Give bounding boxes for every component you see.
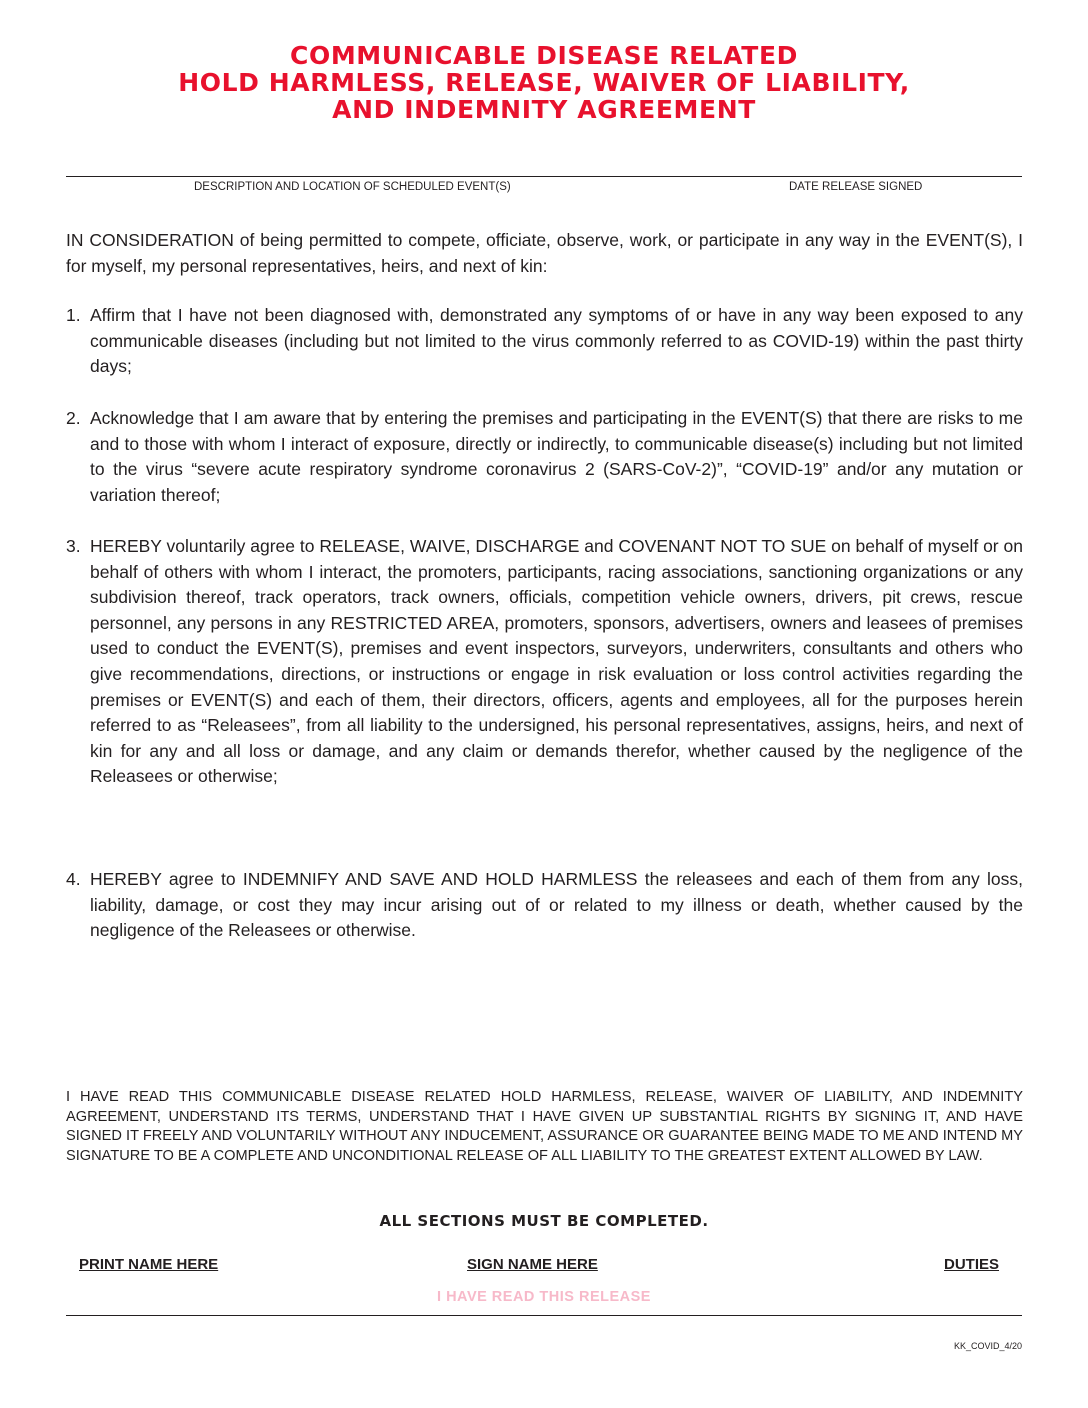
clause-number: 2. xyxy=(66,408,81,428)
sign-name-header: SIGN NAME HERE xyxy=(467,1256,598,1273)
clause-4 xyxy=(66,867,1023,944)
print-name-header: PRINT NAME HERE xyxy=(79,1256,219,1273)
title-line-1: COMMUNICABLE DISEASE RELATED xyxy=(290,41,798,70)
clause-text: Affirm that I have not been diagnosed with, demonstrated any symptoms of or have in any way been exposed to any communicable diseases (including but not limited to the virus commonly referred to as COVID-19) within the past thirty days; xyxy=(90,305,1023,377)
date-signed-label: DATE RELEASE SIGNED xyxy=(789,181,923,193)
title-line-3: AND INDEMNITY AGREEMENT xyxy=(332,95,756,124)
clause-text: Acknowledge that I am aware that by entering the premises and participating in the EVENT(S) that there are risks to me and to those with whom I interact of exposure, directly or indirectly, to communicable disease(s) including but not limited to the virus “severe acute respiratory syndrome coronavirus 2 (SARS-CoV-2)”, “COVID-19” and/or any mutation or variation thereof; xyxy=(90,408,1023,505)
all-sections-notice: ALL SECTIONS MUST BE COMPLETED. xyxy=(379,1212,709,1230)
document-title xyxy=(0,42,1088,123)
event-description-line[interactable] xyxy=(66,176,1022,177)
event-description-label: DESCRIPTION AND LOCATION OF SCHEDULED EVENT(S) xyxy=(194,181,511,193)
clause-number: 3. xyxy=(66,536,81,556)
duties-header: DUTIES xyxy=(944,1256,1000,1273)
signature-line[interactable] xyxy=(66,1315,1022,1316)
clause-number: 1. xyxy=(66,305,81,325)
form-code: KK_COVID_4/20 xyxy=(953,1341,1022,1351)
clause-3 xyxy=(66,534,1023,790)
clause-number: 4. xyxy=(66,869,81,889)
clause-2 xyxy=(66,406,1023,508)
clause-text: HEREBY agree to INDEMNIFY AND SAVE AND HOLD HARMLESS the releasees and each of them from any loss, liability, damage, or cost they may incur arising out of or related to my illness or death, whether caused by the negligence of the Releasees or otherwise. xyxy=(90,869,1023,941)
acknowledgement-paragraph: I HAVE READ THIS COMMUNICABLE DISEASE RELATED HOLD HARMLESS, RELEASE, WAIVER OF LIABILITY, AND INDEMNITY AGREEMENT, UNDERSTAND ITS TERMS, UNDERSTAND THAT I HAVE GIVEN UP SUBSTANTIAL RIGHTS BY SIGNING IT, AND HAVE SIGNED IT FREELY AND VOLUNTARILY WITHOUT ANY INDUCEMENT, ASSURANCE OR GUARANTEE BEING MADE TO ME AND INTEND MY SIGNATURE TO BE A COMPLETE AND UNCONDITIONAL RELEASE OF ALL LIABILITY TO THE GREATEST EXTENT ALLOWED BY LAW. xyxy=(66,1089,1023,1164)
title-line-2: HOLD HARMLESS, RELEASE, WAIVER OF LIABILITY, xyxy=(178,68,910,97)
clause-text: HEREBY voluntarily agree to RELEASE, WAIVE, DISCHARGE and COVENANT NOT TO SUE on behalf of myself or on behalf of others with whom I interact, the promoters, participants, racing associations, sanctioning organizations or any subdivision thereof, track operators, track owners, officials, competition vehicle owners, drivers, pit crews, rescue personnel, any persons in any RESTRICTED AREA, promoters, sponsors, advertisers, owners and leasees of premises used to conduct the EVENT(S), premises and event inspectors, surveyors, underwriters, consultants and others who give recommendations, directions, or instructions or engage in risk evaluation or loss control activities regarding the premises or EVENT(S) and each of them, their directors, officers, agents and employees, all for the purposes herein referred to as “Releasees”, from all liability to the undersigned, his personal representatives, assigns, heirs, and next of kin for any and all loss or damage, and any claim or demands therefor, whether caused by the negligence of the Releasees or otherwise; xyxy=(90,536,1023,787)
clause-1 xyxy=(66,303,1023,380)
read-release-watermark: I HAVE READ THIS RELEASE xyxy=(437,1289,651,1305)
consideration-paragraph: IN CONSIDERATION of being permitted to compete, officiate, observe, work, or participate in any way in the EVENT(S), I for myself, my personal representatives, heirs, and next of kin: xyxy=(66,230,1023,276)
